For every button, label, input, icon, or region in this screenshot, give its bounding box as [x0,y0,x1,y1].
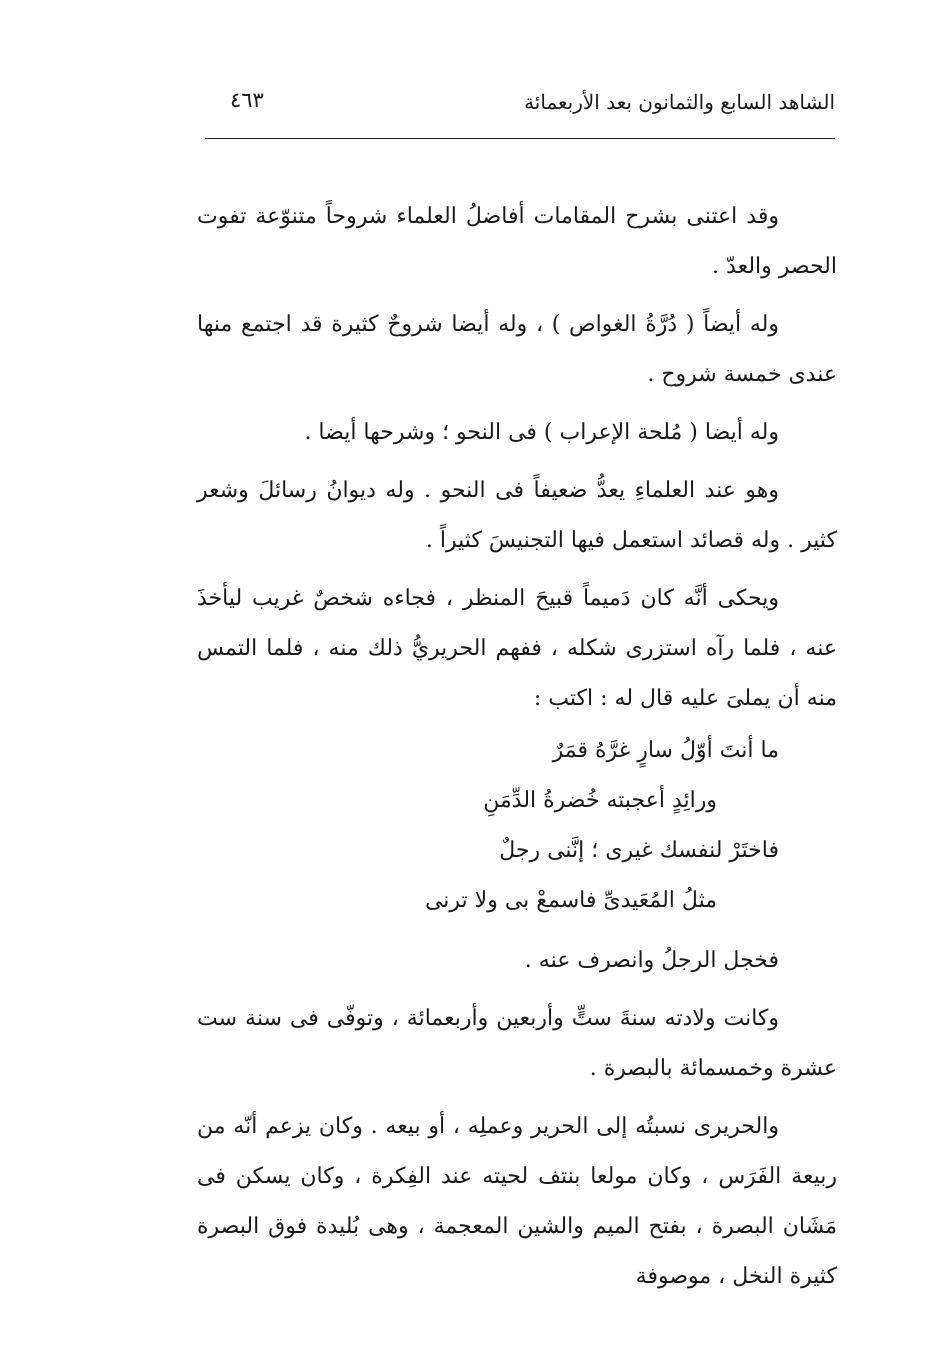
verse-line: ورائِدٍ أعجبته خُضرةُ الدِّمَنِ [483,788,717,813]
paragraph: وقد اعتنى بشرح المقامات أفاضلُ العلماء شروحاً متنوّعة تفوت الحصر والعدّ . [197,204,837,279]
paragraph: فخجل الرجلُ وانصرف عنه . [524,948,779,973]
paragraph: وكانت ولادته سنةَ ستٍّ وأربعين وأربعمائة ، وتوفّى فى سنة ست عشرة وخمسمائة بالبصرة . [197,1006,837,1081]
poem [197,726,837,926]
running-head: الشاهد السابع والثمانون بعد الأربعمائة [524,90,835,114]
body-text [197,192,837,1310]
paragraph: وله أيضا ( مُلحة الإعراب ) فى النحو ؛ وشرحها أيضا . [304,420,779,445]
paragraph: ويحكى أنَّه كان دَميماً قبيحَ المنظر ، فجاءه شخصٌ غريب ليأخذَ عنه ، فلما رآه استزرى شكله ، ففهم الحريريُّ ذلك منه ، فلما التمس منه أن يملىَ عليه قال له : اكتب : [197,586,837,711]
page-number: ٤٦٣ [230,88,264,112]
verse-line: فاختَرْ لنفسك غيرى ؛ إنَّنى رجلٌ [499,838,779,863]
page-header [205,82,835,122]
header-rule [205,138,835,139]
paragraph: وهو عند العلماءِ يعدُّ ضعيفاً فى النحو . وله ديوانُ رسائلَ وشعر كثير . وله قصائد استعمل فيها التجنيسَ كثيراً . [197,478,837,553]
paragraph: والحريرى نسبتُه إلى الحرير وعملِه ، أو بيعه . وكان يزعم أنّه من ربيعة الفَرَس ، وكان مولعا بنتف لحيته عند الفِكرة ، وكان يسكن فى مَشَان البصرة ، بفتح الميم والشين المعجمة ، وهى بُليدة فوق البصرة كثيرة النخل ، موصوفة [197,1114,837,1289]
paragraph: وله أيضاً ( دُرَّةُ الغواص ) ، وله أيضا شروحٌ كثيرة قد اجتمع منها عندى خمسة شروح . [197,312,837,387]
verse-line: مثلُ المُعَيدىِّ فاسمعْ بى ولا ترنى [424,888,717,913]
verse-line: ما أنتَ أوّلُ سارٍ غرَّهُ قمَرٌ [552,738,779,763]
